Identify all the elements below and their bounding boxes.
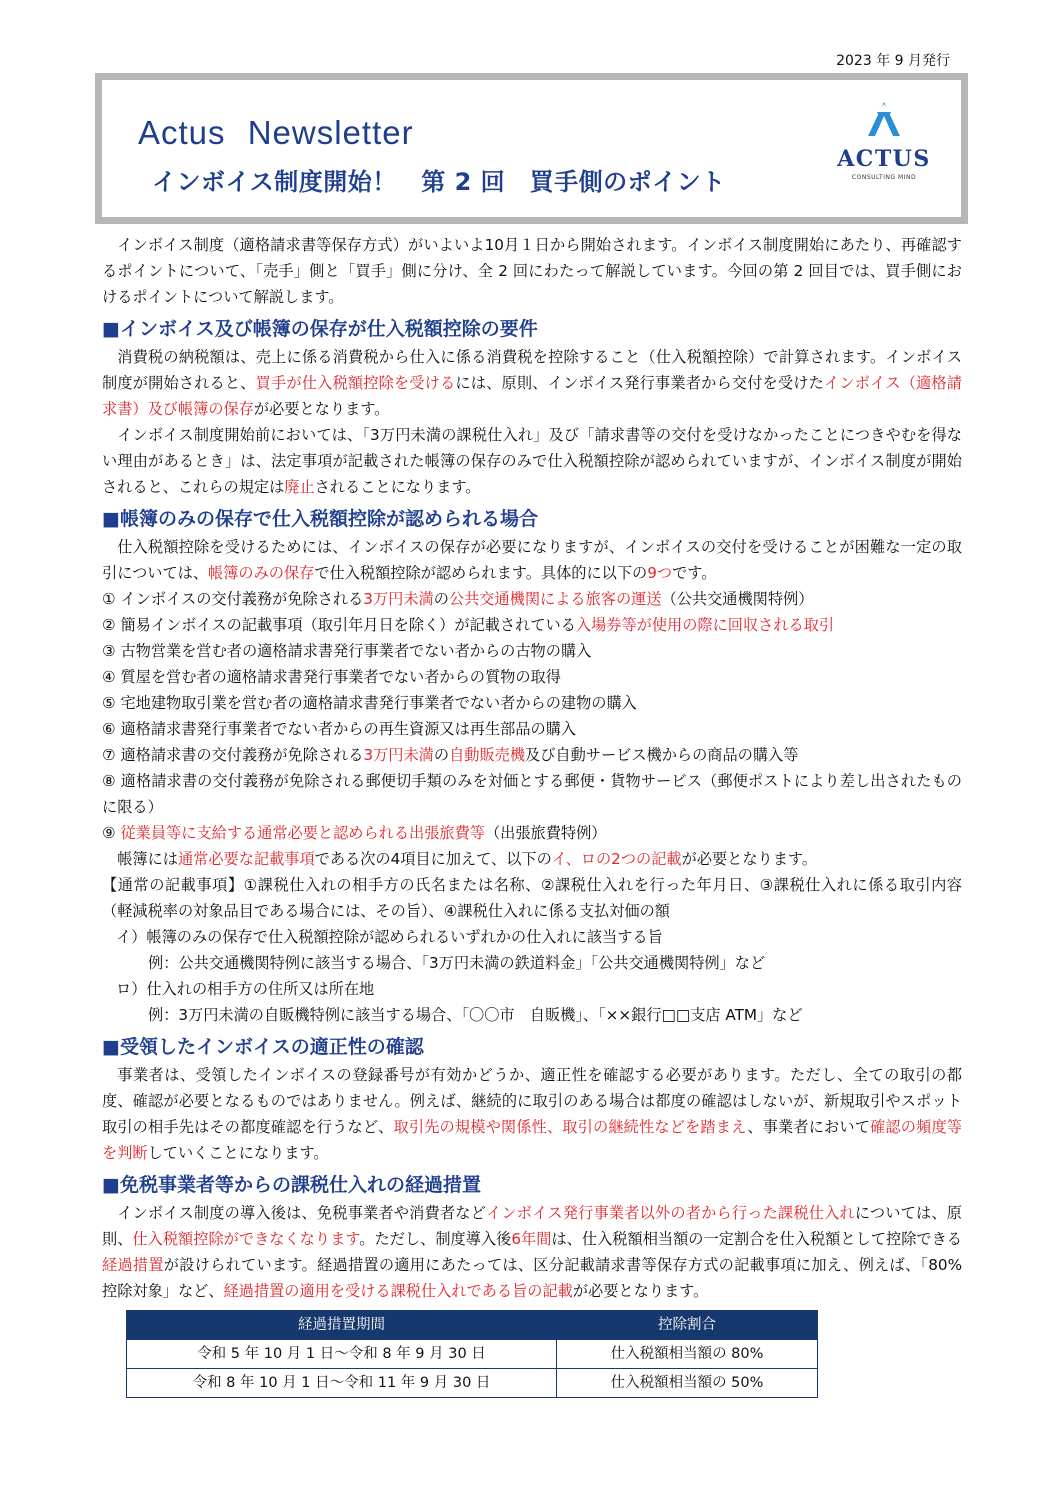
section4-paragraph1: インボイス制度の導入後は、免税事業者や消費者などインボイス発行事業者以外の者から行った課税仕入れについては、原則、仕入税額控除ができなくなります。ただし、制度導入後6年間は、仕入税額相当額の一定割合を仕入税額として控除できる経過措置が設けられています。経過措置の適用にあたっては、区分記載請求書等保存方式の記載事項に加え、例えば、「80%控除対象」など、経過措置の適用を受ける課税仕入れである旨の記載が必要となります。: [102, 1204, 963, 1300]
item-ro-example: 例：3万円未満の自販機特例に該当する場合、「〇〇市 自販機」、「××銀行□□支店 ATM」など: [148, 1006, 803, 1024]
actus-logo: [829, 100, 939, 200]
list-item: ⑥ 適格請求書発行事業者でない者からの再生資源又は再生部品の購入: [102, 720, 577, 738]
section2-paragraph1: 仕入税額控除を受けるためには、インボイスの保存が必要になりますが、インボイスの交付を受けることが困難な一定の取引については、帳簿のみの保存で仕入税額控除が認められます。具体的に以下の9つです。: [102, 538, 962, 582]
section2-heading: ■帳簿のみの保存で仕入税額控除が認められる場合: [102, 508, 538, 530]
section3-heading: ■受領したインボイスの適正性の確認: [102, 1036, 424, 1058]
section2-paragraph2: 帳簿には通常必要な記載事項である次の4項目に加えて、以下のイ、ロの2つの記載が必要となります。: [117, 850, 818, 868]
section1-heading: ■インボイス及び帳簿の保存が仕入税額控除の要件: [102, 318, 538, 340]
intro-paragraph: インボイス制度（適格請求書等保存方式）がいよいよ10月１日から開始されます。インボイス制度開始にあたり、再確認するポイントについて、「売手」側と「買手」側に分け、全 2 回にわたって解説しています。今回の第 2 回目では、買手側におけるポイントについて解説します。: [102, 236, 962, 306]
list-item: ⑧ 適格請求書の交付義務が免除される郵便切手類のみを対価とする郵便・貨物サービス（郵便ポストにより差し出されたものに限る）: [102, 772, 962, 816]
item-ro-line: ロ）仕入れの相手方の住所又は所在地: [116, 980, 375, 998]
list-item: ② 簡易インボイスの記載事項（取引年月日を除く）が記載されている入場券等が使用の際に回収される取引: [102, 616, 835, 634]
table-cell-period: 令和 5 年 10 月 1 日～令和 8 年 9 月 30 日: [127, 1340, 557, 1369]
table-cell-rate: 仕入税額相当額の 50%: [557, 1369, 818, 1398]
table-cell-period: 令和 8 年 10 月 1 日～令和 11 年 9 月 30 日: [127, 1369, 557, 1398]
table-header-rate: 控除割合: [557, 1311, 818, 1340]
list-item: ⑤ 宅地建物取引業を営む者の適格請求書発行事業者でない者からの建物の購入: [102, 694, 637, 712]
list-item: ⑦ 適格請求書の交付義務が免除される3万円未満の自動販売機及び自動サービス機からの商品の購入等: [102, 746, 799, 764]
section1-paragraph2: インボイス制度開始前においては、「3万円未満の課税仕入れ」及び「請求書等の交付を受けなかったことにつきやむを得ない理由があるとき」は、法定事項が記載された帳簿の保存のみで仕入税額控除が認められていますが、インボイス制度が開始されると、これらの規定は廃止されることになります。: [102, 426, 962, 496]
article-body: [102, 232, 962, 1398]
newsletter-subtitle: インボイス制度開始！ 第 2 回 買手側のポイント: [152, 168, 726, 196]
list-item: ④ 質屋を営む者の適格請求書発行事業者でない者からの質物の取得: [102, 668, 561, 686]
table-row: [127, 1340, 818, 1369]
section1-paragraph1: 消費税の納税額は、売上に係る消費税から仕入に係る消費税を控除すること（仕入税額控除）で計算されます。インボイス制度が開始されると、買手が仕入税額控除を受けるには、原則、インボイス発行事業者から交付を受けたインボイス（適格請求書）及び帳簿の保存が必要となります。: [102, 348, 962, 418]
list-item: ① インボイスの交付義務が免除される3万円未満の公共交通機関による旅客の運送（公共交通機関特例）: [102, 590, 814, 608]
newsletter-title: Actus Newsletter: [138, 114, 414, 151]
newsletter-banner: [95, 73, 968, 224]
banner-inner: [102, 80, 961, 217]
table-header-period: 経過措置期間: [127, 1311, 557, 1340]
table-header-row: [127, 1311, 818, 1340]
item-i-example: 例：公共交通機関特例に該当する場合、「3万円未満の鉄道料金」「公共交通機関特例」など: [148, 954, 766, 972]
logo-word: ACTUS: [837, 146, 931, 172]
transition-period-table: [126, 1310, 818, 1398]
issue-date: 2023 年 9 月発行: [836, 53, 950, 69]
item-i-line: イ）帳簿のみの保存で仕入税額控除が認められるいずれかの仕入れに該当する旨: [116, 928, 663, 946]
actus-logo-icon: [864, 100, 904, 138]
section4-heading: ■免税事業者等からの課税仕入れの経過措置: [102, 1174, 481, 1196]
table-row: [127, 1369, 818, 1398]
list-item: ⑨ 従業員等に支給する通常必要と認められる出張旅費等（出張旅費特例）: [102, 824, 607, 842]
section3-paragraph1: 事業者は、受領したインボイスの登録番号が有効かどうか、適正性を確認する必要があります。ただし、全ての取引の都度、確認が必要となるものではありません。例えば、継続的に取引のある場合は都度の確認はしないが、新規取引やスポット取引の相手先はその都度確認を行うなど、取引先の規模や関係性、取引の継続性などを踏まえ、事業者において確認の頻度等を判断していくことになります。: [102, 1066, 962, 1162]
logo-tagline: CONSULTING MIND: [851, 174, 917, 181]
normal-entry-items: 【通常の記載事項】①課税仕入れの相手方の氏名または名称、②課税仕入れを行った年月日、③課税仕入れに係る取引内容（軽減税率の対象品目である場合には、その旨）、④課税仕入れに係る支払対価の額: [102, 876, 962, 920]
list-item: ③ 古物営業を営む者の適格請求書発行事業者でない者からの古物の購入: [102, 642, 592, 660]
table-cell-rate: 仕入税額相当額の 80%: [557, 1340, 818, 1369]
